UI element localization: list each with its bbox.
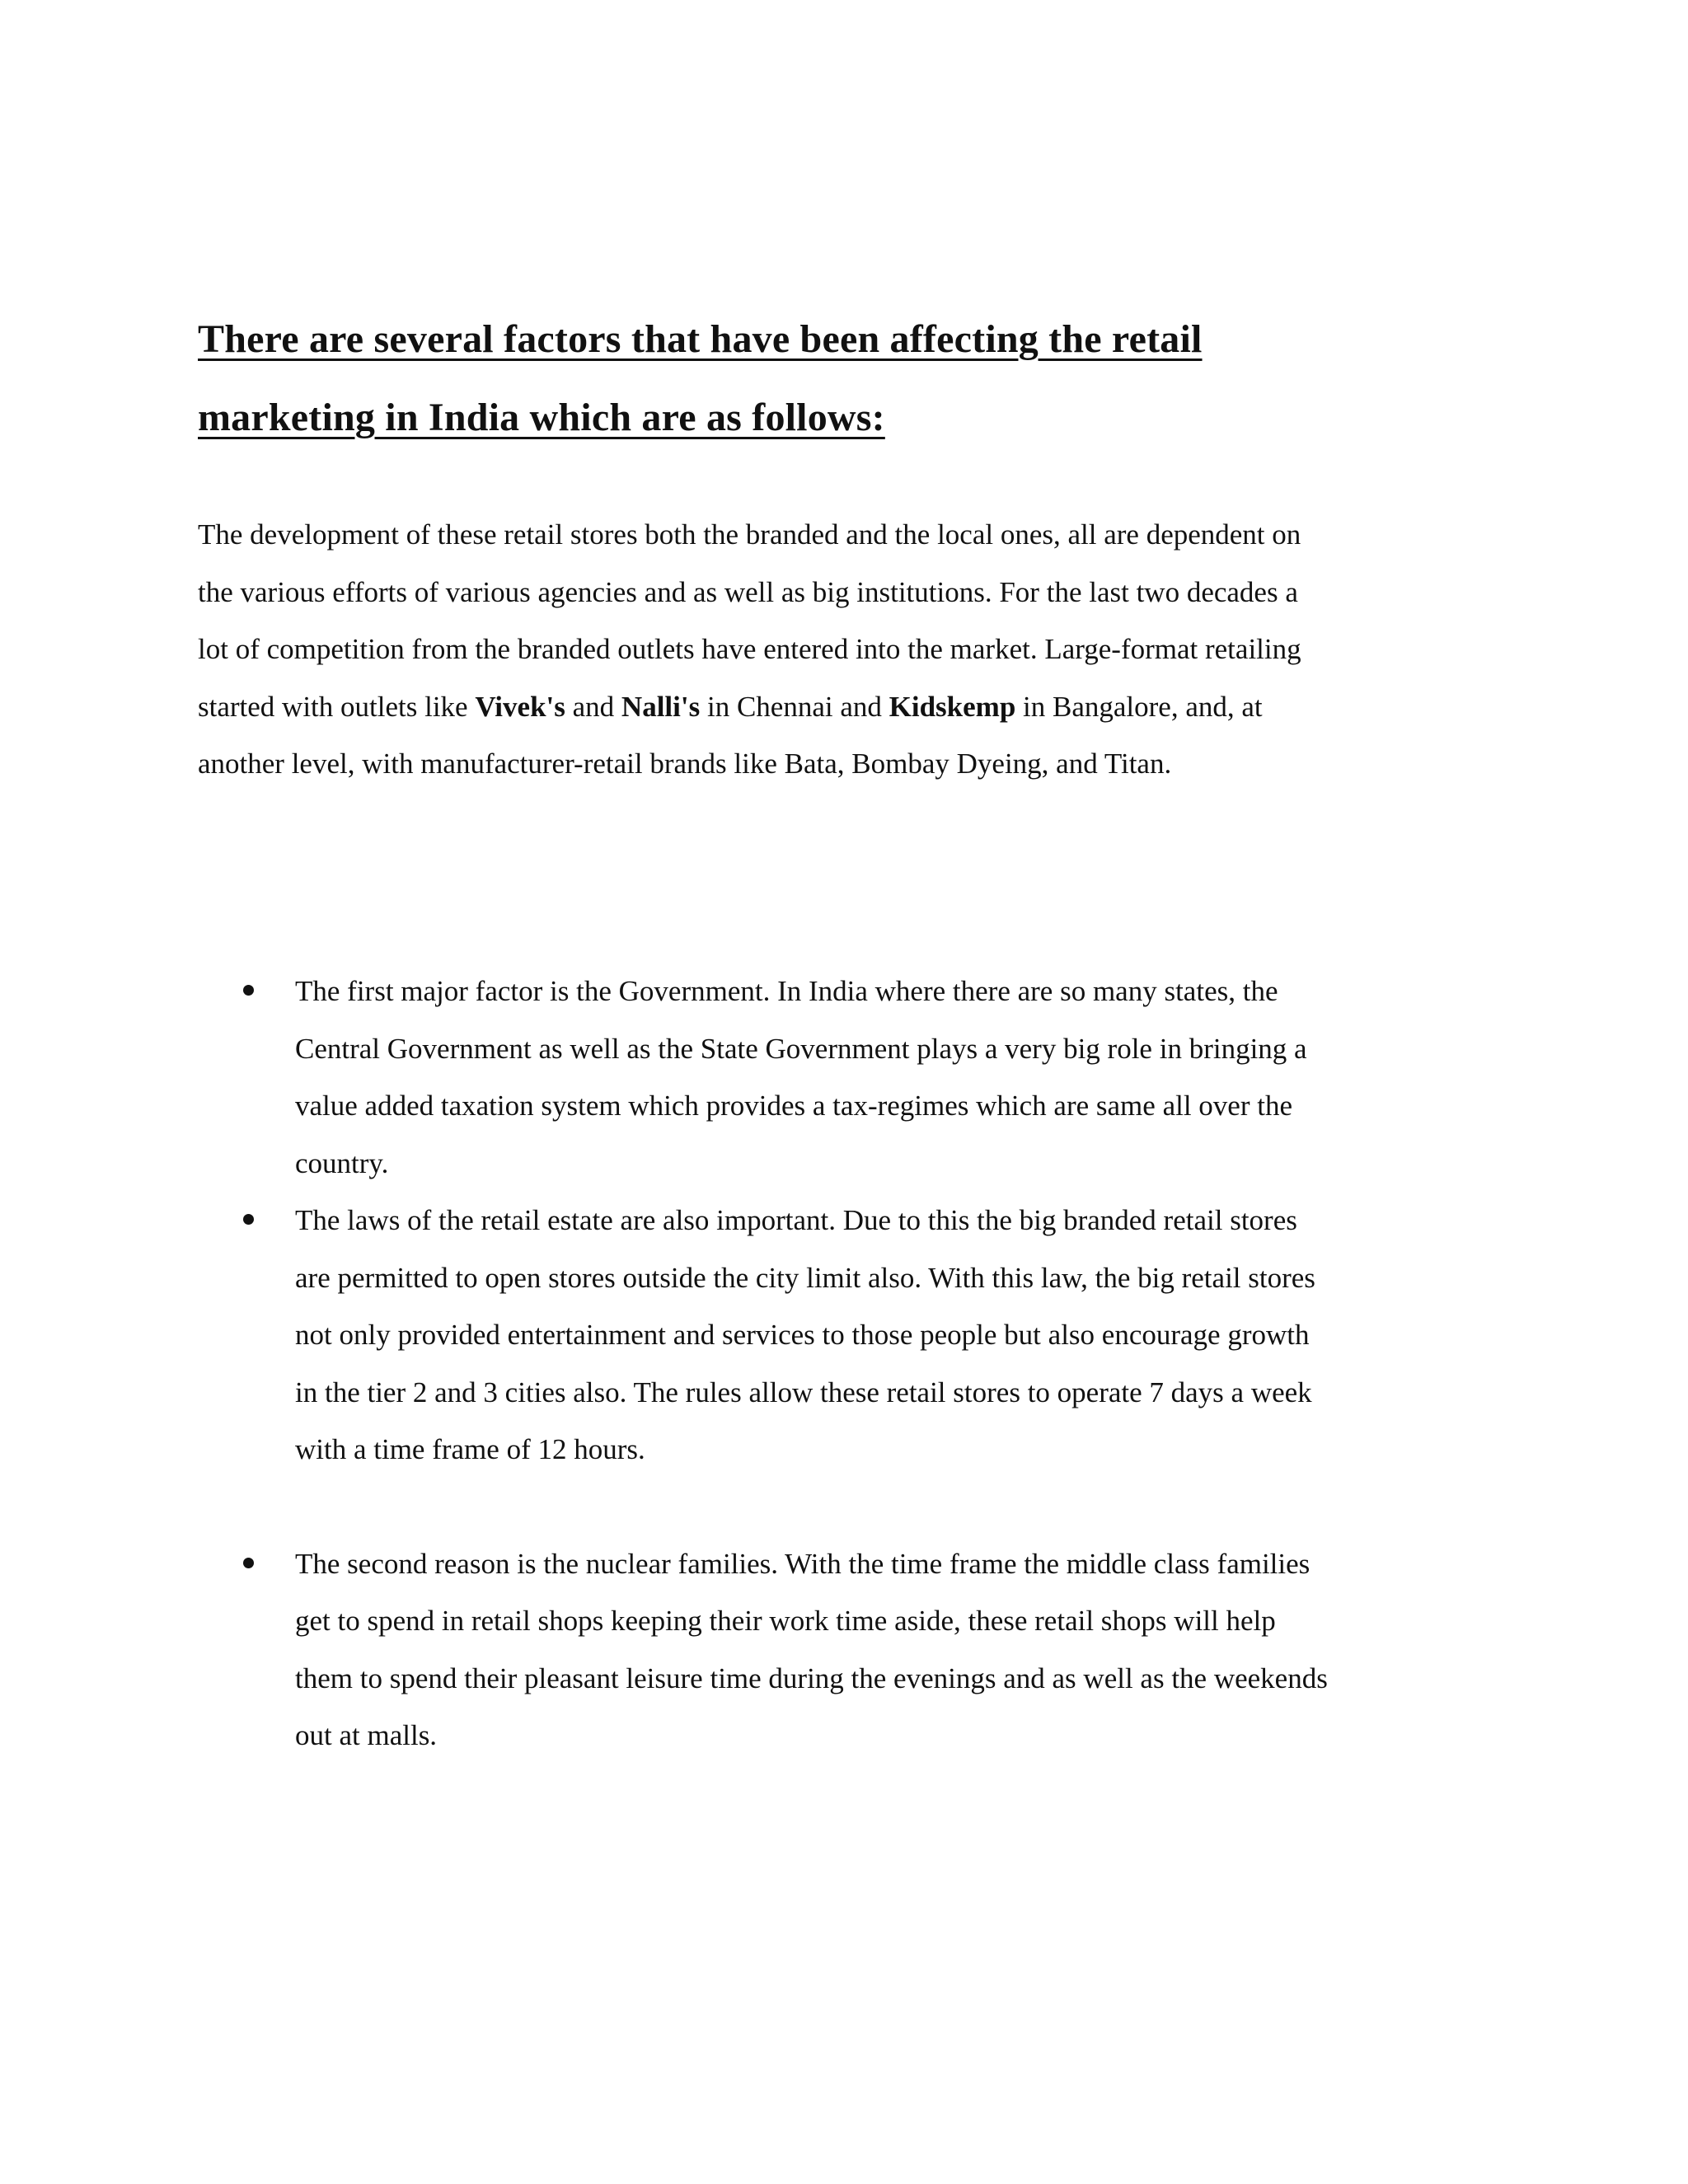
- list-item-line: The first major factor is the Government. In India where there are so many states, the: [295, 975, 1278, 1007]
- intro-text: in Chennai and: [700, 690, 889, 723]
- list-item-line: out at malls.: [295, 1719, 438, 1751]
- list-item-line: country.: [295, 1146, 389, 1179]
- list-item-line: are permitted to open stores outside the city limit also. With this law, the big retail stores: [295, 1261, 1315, 1294]
- heading-line-1: There are several factors that have been affecting the retail: [198, 317, 1203, 361]
- list-item-line: them to spend their pleasant leisure time during the evenings and as well as the weekends: [295, 1661, 1328, 1694]
- intro-line-2: the various efforts of various agencies and as well as big institutions. For the last two decades a: [198, 575, 1298, 608]
- list-item-government: [198, 963, 1517, 1192]
- intro-text: in Bangalore, and, at: [1015, 690, 1263, 723]
- intro-line-1: The development of these retail stores both the branded and the local ones, all are dependent on: [198, 518, 1301, 551]
- list-item-line: The laws of the retail estate are also important. Due to this the big branded retail stores: [295, 1204, 1297, 1236]
- intro-line-4: [198, 678, 1500, 736]
- factors-list: [198, 963, 1517, 1765]
- bullet-icon: [243, 1558, 254, 1568]
- list-item-line: with a time frame of 12 hours.: [295, 1433, 645, 1465]
- intro-text: started with outlets like: [198, 690, 476, 723]
- brand-name-viveks: Vivek's: [475, 690, 565, 723]
- list-item-line: Central Government as well as the State Government plays a very big role in bringing a: [295, 1032, 1307, 1065]
- bullet-icon: [243, 1214, 254, 1225]
- heading-line-2: marketing in India which are as follows:: [198, 396, 885, 439]
- list-item-retail-laws: [198, 1192, 1517, 1479]
- intro-paragraph: [198, 506, 1500, 793]
- intro-text: and: [565, 690, 621, 723]
- list-item-nuclear-families: [198, 1535, 1517, 1765]
- intro-line-5: another level, with manufacturer-retail brands like Bata, Bombay Dyeing, and Titan.: [198, 748, 1172, 780]
- brand-name-nallis: Nalli's: [621, 690, 701, 723]
- bullet-icon: [243, 985, 254, 996]
- list-item-line: in the tier 2 and 3 cities also. The rules allow these retail stores to operate 7 days a week: [295, 1376, 1312, 1408]
- page-heading: [198, 300, 1484, 457]
- list-item-line: The second reason is the nuclear families. With the time frame the middle class families: [295, 1547, 1311, 1580]
- intro-line-3: lot of competition from the branded outlets have entered into the market. Large-format retailing: [198, 633, 1301, 665]
- list-item-line: value added taxation system which provides a tax-regimes which are same all over the: [295, 1090, 1292, 1122]
- list-item-line: not only provided entertainment and services to those people but also encourage growth: [295, 1319, 1310, 1351]
- brand-name-kidskemp: Kidskemp: [889, 690, 1016, 723]
- list-item-line: get to spend in retail shops keeping their work time aside, these retail shops will help: [295, 1605, 1276, 1637]
